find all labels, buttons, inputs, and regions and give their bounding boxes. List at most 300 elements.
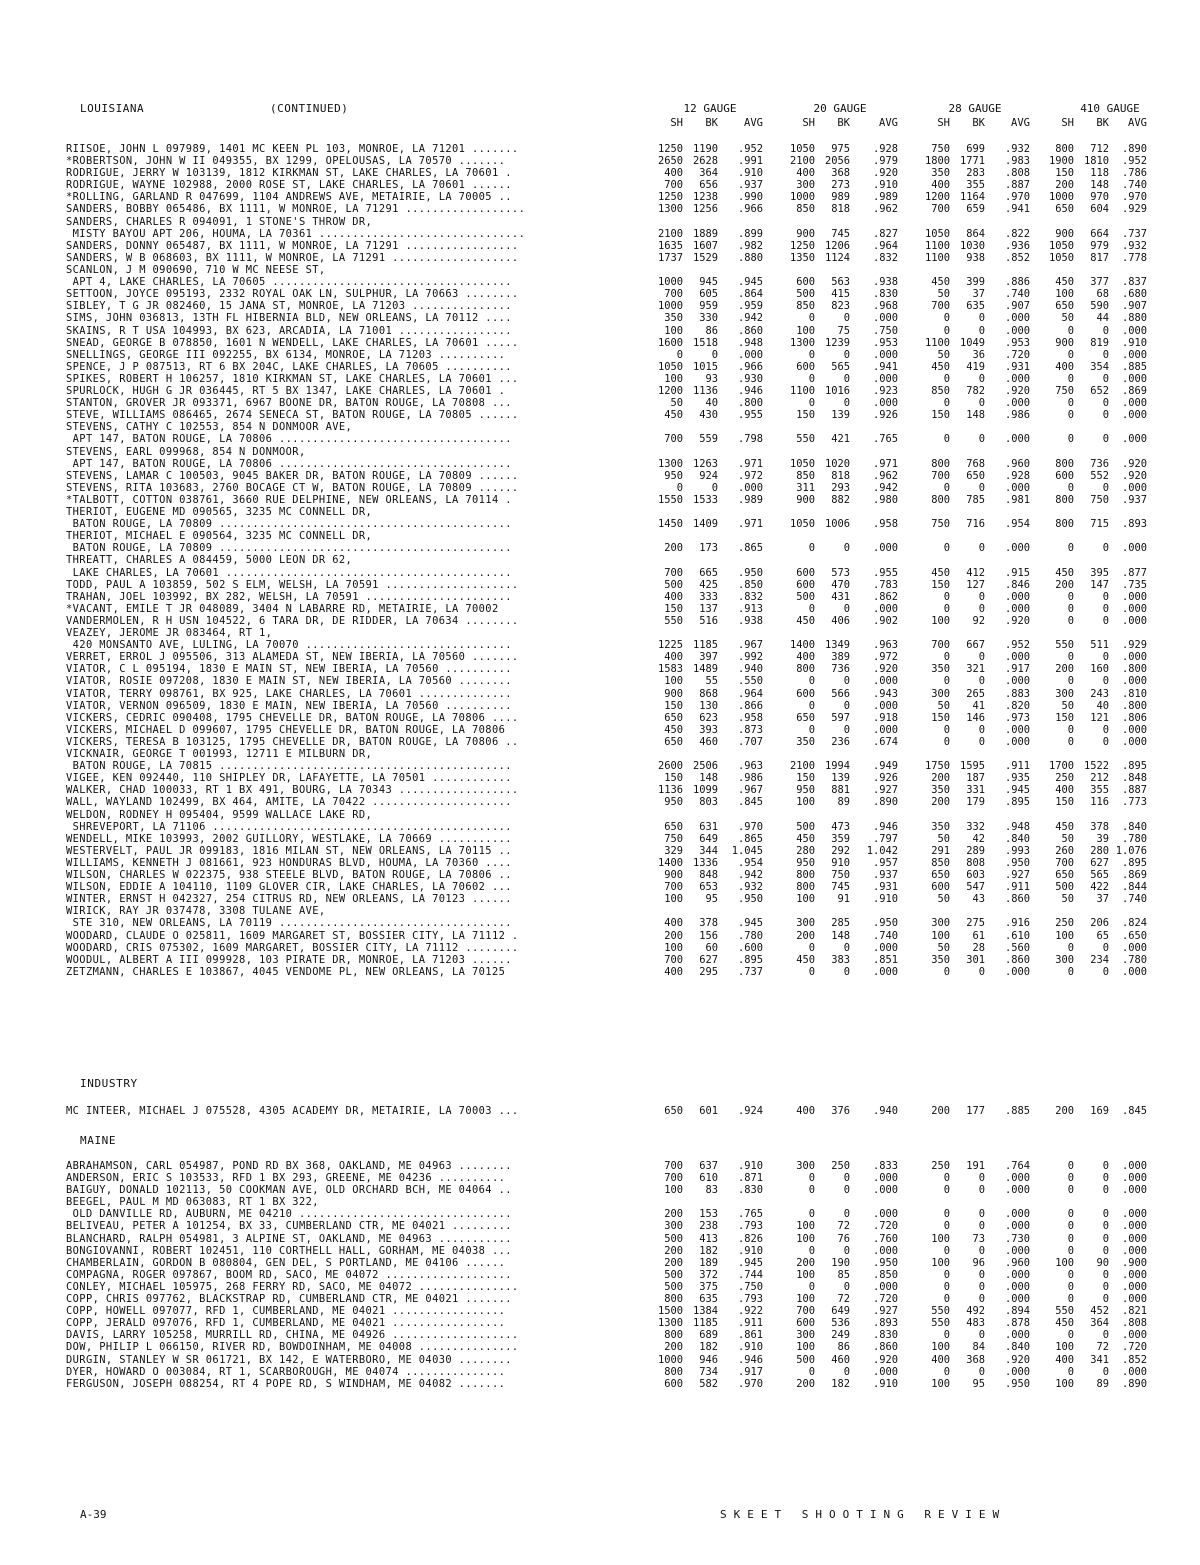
score-cell: 0 bbox=[808, 397, 815, 409]
score-cell: .000 bbox=[1004, 433, 1030, 445]
score-cell: .560 bbox=[1004, 942, 1030, 954]
score-cell: 0 bbox=[943, 603, 950, 615]
table-row bbox=[0, 421, 1200, 433]
score-cell: .800 bbox=[737, 397, 763, 409]
score-cell: .973 bbox=[1004, 712, 1030, 724]
score-cell: 452 bbox=[1090, 1305, 1109, 1317]
score-cell: 650 bbox=[1055, 300, 1074, 312]
table-row bbox=[0, 373, 1200, 385]
score-cell: 1750 bbox=[924, 760, 950, 772]
table-row bbox=[0, 1105, 1200, 1117]
score-cell: .916 bbox=[1004, 917, 1030, 929]
score-cell: 400 bbox=[931, 179, 950, 191]
score-cell: 0 bbox=[978, 482, 985, 494]
score-cell: .737 bbox=[1121, 228, 1147, 240]
shooter-entry: STANTON, GROVER JR 093371, 6967 BOONE DR, BATON ROUGE, LA 70808 ... bbox=[66, 397, 512, 409]
score-cell: 422 bbox=[1090, 881, 1109, 893]
score-cell: 200 bbox=[931, 796, 950, 808]
score-cell: 0 bbox=[1067, 1160, 1074, 1172]
score-cell: 73 bbox=[972, 1233, 985, 1245]
score-cell: 0 bbox=[808, 700, 815, 712]
table-row bbox=[0, 446, 1200, 458]
score-cell: 0 bbox=[943, 542, 950, 554]
score-cell: 91 bbox=[837, 893, 850, 905]
score-cell: .000 bbox=[1004, 373, 1030, 385]
score-cell: .942 bbox=[737, 312, 763, 324]
score-cell: 0 bbox=[1102, 373, 1109, 385]
score-cell: .929 bbox=[1121, 203, 1147, 215]
shooter-entry: SPURLOCK, HUGH G JR 036445, RT 5 BX 1347, LAKE CHARLES, LA 70601 . bbox=[66, 385, 506, 397]
table-row bbox=[0, 228, 1200, 240]
score-cell: 1737 bbox=[657, 252, 683, 264]
shooter-entry: WOODARD, CLAUDE O 025811, 1609 MARGARET ST, BOSSIER CITY, LA 71112 . bbox=[66, 930, 519, 942]
table-row bbox=[0, 893, 1200, 905]
score-cell: 150 bbox=[664, 772, 683, 784]
score-cell: 0 bbox=[1102, 1233, 1109, 1245]
score-cell: 0 bbox=[978, 675, 985, 687]
score-cell: 511 bbox=[1090, 639, 1109, 651]
score-cell: .000 bbox=[872, 373, 898, 385]
shooter-entry: WESTERVELT, PAUL JR 099183, 1816 MILAN ST, NEW ORLEANS, LA 70115 .. bbox=[66, 845, 512, 857]
score-cell: 1136 bbox=[657, 784, 683, 796]
score-cell: .735 bbox=[1121, 579, 1147, 591]
score-cell: 2506 bbox=[692, 760, 718, 772]
score-cell: 249 bbox=[831, 1329, 850, 1341]
score-cell: 85 bbox=[837, 1269, 850, 1281]
score-cell: 650 bbox=[664, 712, 683, 724]
score-cell: 582 bbox=[699, 1378, 718, 1390]
score-cell: .890 bbox=[1121, 1378, 1147, 1390]
score-cell: .000 bbox=[872, 724, 898, 736]
score-cell: .000 bbox=[1121, 482, 1147, 494]
shooter-entry: SIBLEY, T G JR 082460, 15 JANA ST, MONROE, LA 71203 ............... bbox=[66, 300, 512, 312]
table-row bbox=[0, 954, 1200, 966]
score-cell: 200 bbox=[664, 1245, 683, 1257]
score-cell: .740 bbox=[1121, 893, 1147, 905]
table-row bbox=[0, 240, 1200, 252]
score-cell: .893 bbox=[1121, 518, 1147, 530]
score-cell: 500 bbox=[1055, 881, 1074, 893]
table-row bbox=[0, 869, 1200, 881]
shooter-entry: SHREVEPORT, LA 71106 ............................................. bbox=[66, 821, 512, 833]
score-cell: 1256 bbox=[692, 203, 718, 215]
score-cell: 1350 bbox=[789, 252, 815, 264]
score-cell: 0 bbox=[1102, 482, 1109, 494]
score-cell: 656 bbox=[699, 179, 718, 191]
score-cell: 100 bbox=[796, 796, 815, 808]
score-cell: 415 bbox=[831, 288, 850, 300]
score-cell: .946 bbox=[737, 385, 763, 397]
score-cell: 150 bbox=[931, 579, 950, 591]
score-cell: 550 bbox=[931, 1305, 950, 1317]
score-cell: 50 bbox=[937, 833, 950, 845]
score-cell: 182 bbox=[699, 1245, 718, 1257]
score-cell: .990 bbox=[737, 191, 763, 203]
score-cell: .806 bbox=[1121, 712, 1147, 724]
score-cell: 0 bbox=[1102, 433, 1109, 445]
score-cell: 0 bbox=[943, 1329, 950, 1341]
shooter-entry: BONGIOVANNI, ROBERT 102451, 110 CORTHELL HALL, GORHAM, ME 04038 ... bbox=[66, 1245, 512, 1257]
shooter-entry: CHAMBERLAIN, GORDON B 080804, GEN DEL, S PORTLAND, ME 04106 ...... bbox=[66, 1257, 506, 1269]
score-cell: 450 bbox=[664, 409, 683, 421]
score-cell: 150 bbox=[664, 603, 683, 615]
score-cell: 700 bbox=[931, 470, 950, 482]
shooter-entry: VIATOR, ROSIE 097208, 1830 E MAIN ST, NEW IBERIA, LA 70560 ........ bbox=[66, 675, 512, 687]
score-cell: .793 bbox=[737, 1293, 763, 1305]
score-cell: 187 bbox=[966, 772, 985, 784]
score-cell: 0 bbox=[843, 1184, 850, 1196]
score-cell: 250 bbox=[831, 1160, 850, 1172]
score-cell: 1000 bbox=[1048, 191, 1074, 203]
score-cell: 1300 bbox=[657, 458, 683, 470]
score-cell: 0 bbox=[1102, 651, 1109, 663]
score-cell: 653 bbox=[699, 881, 718, 893]
score-cell: 50 bbox=[1061, 700, 1074, 712]
score-cell: .000 bbox=[1004, 325, 1030, 337]
shooter-entry: 420 MONSANTO AVE, LULING, LA 70070 ............................... bbox=[66, 639, 512, 651]
score-cell: 100 bbox=[664, 675, 683, 687]
score-cell: 400 bbox=[664, 966, 683, 978]
score-cell: 2100 bbox=[657, 228, 683, 240]
score-cell: .950 bbox=[872, 917, 898, 929]
score-cell: .000 bbox=[1121, 615, 1147, 627]
score-cell: 1300 bbox=[657, 203, 683, 215]
shooter-entry: VICKERS, TERESA B 103125, 1795 CHEVELLE DR, BATON ROUGE, LA 70806 .. bbox=[66, 736, 519, 748]
score-cell: 610 bbox=[699, 1172, 718, 1184]
score-cell: 550 bbox=[931, 1317, 950, 1329]
score-cell: 0 bbox=[1102, 1208, 1109, 1220]
score-cell: 243 bbox=[1090, 688, 1109, 700]
score-cell: 782 bbox=[966, 385, 985, 397]
shooter-entry: *ROBERTSON, JOHN W II 049355, BX 1299, OPELOUSAS, LA 70570 ....... bbox=[66, 155, 506, 167]
score-cell: 1185 bbox=[692, 1317, 718, 1329]
score-cell: 0 bbox=[943, 1208, 950, 1220]
score-cell: 400 bbox=[796, 167, 815, 179]
score-cell: 89 bbox=[837, 796, 850, 808]
score-cell: 563 bbox=[831, 276, 850, 288]
score-cell: 148 bbox=[831, 930, 850, 942]
score-cell: .000 bbox=[1121, 1366, 1147, 1378]
table-row bbox=[0, 615, 1200, 627]
column-header: BK bbox=[1096, 117, 1109, 129]
score-cell: .600 bbox=[737, 942, 763, 954]
score-cell: .865 bbox=[737, 542, 763, 554]
shooter-entry: *ROLLING, GARLAND R 047699, 1104 ANDREWS AVE, METAIRIE, LA 70005 .. bbox=[66, 191, 512, 203]
score-cell: .911 bbox=[1004, 881, 1030, 893]
shooter-entry: SPIKES, ROBERT H 106257, 1810 KIRKMAN ST, LAKE CHARLES, LA 70601 ... bbox=[66, 373, 519, 385]
score-cell: 182 bbox=[831, 1378, 850, 1390]
shooter-entry: STEVENS, RITA 103683, 2760 BOCAGE CT W, BATON ROUGE, LA 70809 ...... bbox=[66, 482, 519, 494]
score-cell: 500 bbox=[796, 288, 815, 300]
score-cell: 0 bbox=[843, 1245, 850, 1257]
score-cell: 0 bbox=[1067, 542, 1074, 554]
score-cell: 516 bbox=[699, 615, 718, 627]
table-row bbox=[0, 809, 1200, 821]
score-cell: .000 bbox=[872, 942, 898, 954]
score-cell: 819 bbox=[1090, 337, 1109, 349]
score-cell: 200 bbox=[796, 930, 815, 942]
score-cell: .920 bbox=[1004, 615, 1030, 627]
score-cell: .821 bbox=[1121, 1305, 1147, 1317]
score-cell: .950 bbox=[872, 1257, 898, 1269]
score-cell: 431 bbox=[831, 591, 850, 603]
score-cell: 0 bbox=[943, 724, 950, 736]
score-cell: 0 bbox=[1102, 397, 1109, 409]
score-cell: 0 bbox=[943, 1269, 950, 1281]
score-cell: 350 bbox=[931, 821, 950, 833]
shooter-entry: DURGIN, STANLEY W SR 061721, BX 142, E WATERBORO, ME 04030 ........ bbox=[66, 1354, 512, 1366]
shooter-entry: ABRAHAMSON, CARL 054987, POND RD BX 368, OAKLAND, ME 04963 ........ bbox=[66, 1160, 512, 1172]
table-row bbox=[0, 179, 1200, 191]
score-cell: .000 bbox=[1121, 1184, 1147, 1196]
score-cell: 0 bbox=[843, 542, 850, 554]
score-cell: 600 bbox=[796, 688, 815, 700]
score-cell: .955 bbox=[737, 409, 763, 421]
score-cell: 200 bbox=[1055, 179, 1074, 191]
score-cell: 0 bbox=[943, 1172, 950, 1184]
shooter-entry: THERIOT, EUGENE MD 090565, 3235 MC CONNELL DR, bbox=[66, 506, 373, 518]
score-cell: 1400 bbox=[657, 857, 683, 869]
score-cell: .894 bbox=[1004, 1305, 1030, 1317]
score-cell: 945 bbox=[699, 276, 718, 288]
score-cell: 0 bbox=[1067, 1281, 1074, 1293]
shooter-entry: THERIOT, MICHAEL E 090564, 3235 MC CONNELL DR, bbox=[66, 530, 373, 542]
score-cell: .000 bbox=[872, 966, 898, 978]
score-cell: .000 bbox=[1004, 724, 1030, 736]
shooter-entry: BATON ROUGE, LA 70815 ............................................ bbox=[66, 760, 512, 772]
score-cell: .750 bbox=[737, 1281, 763, 1293]
score-cell: 100 bbox=[1055, 1378, 1074, 1390]
score-cell: 0 bbox=[1067, 373, 1074, 385]
score-cell: 372 bbox=[699, 1269, 718, 1281]
score-cell: .949 bbox=[872, 760, 898, 772]
score-cell: .982 bbox=[737, 240, 763, 252]
score-cell: 376 bbox=[831, 1105, 850, 1117]
score-cell: .883 bbox=[1004, 688, 1030, 700]
score-cell: 1020 bbox=[824, 458, 850, 470]
score-cell: .840 bbox=[1121, 821, 1147, 833]
score-cell: 173 bbox=[699, 542, 718, 554]
score-cell: 848 bbox=[699, 869, 718, 881]
score-cell: .911 bbox=[1004, 760, 1030, 772]
shooter-entry: WOODUL, ALBERT A III 099928, 103 PIRATE DR, MONROE, LA 71203 ...... bbox=[66, 954, 512, 966]
score-cell: 200 bbox=[1055, 579, 1074, 591]
score-cell: 1000 bbox=[657, 300, 683, 312]
table-row bbox=[0, 1196, 1200, 1208]
score-cell: .890 bbox=[872, 796, 898, 808]
score-cell: 1136 bbox=[692, 385, 718, 397]
score-cell: .740 bbox=[872, 930, 898, 942]
score-cell: 285 bbox=[831, 917, 850, 929]
score-cell: 169 bbox=[1090, 1105, 1109, 1117]
score-cell: 450 bbox=[796, 954, 815, 966]
score-cell: 300 bbox=[1055, 954, 1074, 966]
score-cell: 0 bbox=[1067, 615, 1074, 627]
score-cell: 400 bbox=[664, 591, 683, 603]
score-cell: 1300 bbox=[657, 1317, 683, 1329]
score-cell: 0 bbox=[943, 397, 950, 409]
shooter-entry: COMPAGNA, ROGER 097867, BOOM RD, SACO, ME 04072 ................... bbox=[66, 1269, 512, 1281]
shooter-entry: WELDON, RODNEY H 095404, 9599 WALLACE LAKE RD, bbox=[66, 809, 373, 821]
score-cell: .000 bbox=[1121, 1269, 1147, 1281]
score-cell: .910 bbox=[737, 1245, 763, 1257]
score-cell: .800 bbox=[1121, 700, 1147, 712]
score-cell: .910 bbox=[737, 167, 763, 179]
score-cell: .873 bbox=[737, 724, 763, 736]
score-cell: 1124 bbox=[824, 252, 850, 264]
score-cell: .000 bbox=[737, 349, 763, 361]
score-cell: 1049 bbox=[959, 337, 985, 349]
score-cell: .910 bbox=[872, 893, 898, 905]
score-cell: 597 bbox=[831, 712, 850, 724]
score-cell: 450 bbox=[1055, 821, 1074, 833]
score-cell: 750 bbox=[931, 143, 950, 155]
score-cell: 93 bbox=[705, 373, 718, 385]
score-cell: 355 bbox=[966, 179, 985, 191]
score-cell: .938 bbox=[737, 615, 763, 627]
score-cell: .744 bbox=[737, 1269, 763, 1281]
score-cell: 100 bbox=[931, 1257, 950, 1269]
score-cell: 150 bbox=[796, 772, 815, 784]
table-row bbox=[0, 1329, 1200, 1341]
score-cell: 800 bbox=[664, 1293, 683, 1305]
shooter-entry: WIRICK, RAY JR 037478, 3308 TULANE AVE, bbox=[66, 905, 326, 917]
score-cell: .920 bbox=[872, 1354, 898, 1366]
shooter-entry: BAIGUY, DONALD 102113, 50 COOKMAN AVE, OLD ORCHARD BCH, ME 04064 .. bbox=[66, 1184, 512, 1196]
score-cell: .852 bbox=[1121, 1354, 1147, 1366]
score-cell: 500 bbox=[796, 1354, 815, 1366]
score-cell: .941 bbox=[872, 361, 898, 373]
score-cell: 301 bbox=[966, 954, 985, 966]
score-cell: 1050 bbox=[1048, 240, 1074, 252]
table-row bbox=[0, 458, 1200, 470]
score-cell: .000 bbox=[1121, 1160, 1147, 1172]
score-cell: 1635 bbox=[657, 240, 683, 252]
score-cell: 800 bbox=[796, 663, 815, 675]
score-cell: 700 bbox=[664, 1172, 683, 1184]
score-cell: 817 bbox=[1090, 252, 1109, 264]
score-cell: 75 bbox=[837, 325, 850, 337]
table-row bbox=[0, 494, 1200, 506]
score-cell: 0 bbox=[1102, 1293, 1109, 1305]
score-cell: 1.042 bbox=[866, 845, 898, 857]
score-cell: .950 bbox=[1004, 857, 1030, 869]
score-cell: .927 bbox=[1004, 869, 1030, 881]
score-cell: 0 bbox=[843, 1281, 850, 1293]
score-cell: 377 bbox=[1090, 276, 1109, 288]
score-cell: .992 bbox=[737, 651, 763, 663]
score-cell: 1250 bbox=[789, 240, 815, 252]
shooter-entry: VIATOR, TERRY 098761, BX 925, LAKE CHARLES, LA 70601 .............. bbox=[66, 688, 512, 700]
score-cell: 0 bbox=[943, 1281, 950, 1293]
score-cell: .952 bbox=[737, 143, 763, 155]
score-cell: .950 bbox=[1004, 1378, 1030, 1390]
score-cell: 1100 bbox=[924, 252, 950, 264]
score-cell: .910 bbox=[1121, 337, 1147, 349]
score-cell: .808 bbox=[1004, 167, 1030, 179]
score-cell: 50 bbox=[670, 397, 683, 409]
score-cell: 500 bbox=[796, 821, 815, 833]
score-cell: 283 bbox=[966, 167, 985, 179]
score-cell: 1050 bbox=[789, 518, 815, 530]
score-cell: .967 bbox=[737, 784, 763, 796]
score-cell: .918 bbox=[872, 712, 898, 724]
score-cell: 1409 bbox=[692, 518, 718, 530]
score-cell: .928 bbox=[1004, 470, 1030, 482]
table-row bbox=[0, 1208, 1200, 1220]
score-cell: .920 bbox=[1004, 385, 1030, 397]
score-cell: .986 bbox=[737, 772, 763, 784]
score-cell: 2628 bbox=[692, 155, 718, 167]
score-cell: 1600 bbox=[657, 337, 683, 349]
score-cell: .720 bbox=[872, 1220, 898, 1232]
score-cell: .866 bbox=[737, 700, 763, 712]
shooter-entry: RODRIGUE, JERRY W 103139, 1812 KIRKMAN ST, LAKE CHARLES, LA 70601 . bbox=[66, 167, 512, 179]
score-cell: 321 bbox=[966, 663, 985, 675]
score-cell: .966 bbox=[737, 203, 763, 215]
score-cell: .000 bbox=[1004, 675, 1030, 687]
shooter-entry: SANDERS, DONNY 065487, BX 1111, W MONROE, LA 71291 ................. bbox=[66, 240, 519, 252]
shooter-entry: ZETZMANN, CHARLES E 103867, 4045 VENDOME PL, NEW ORLEANS, LA 70125 bbox=[66, 966, 506, 978]
score-cell: .971 bbox=[737, 458, 763, 470]
score-cell: 368 bbox=[831, 167, 850, 179]
shooter-entry: VIATOR, VERNON 096509, 1830 E MAIN, NEW IBERIA, LA 70560 .......... bbox=[66, 700, 512, 712]
score-cell: 0 bbox=[1102, 1220, 1109, 1232]
score-cell: 650 bbox=[966, 470, 985, 482]
score-cell: 1384 bbox=[692, 1305, 718, 1317]
score-cell: 785 bbox=[966, 494, 985, 506]
score-cell: 0 bbox=[1067, 325, 1074, 337]
score-cell: 350 bbox=[664, 312, 683, 324]
score-cell: 0 bbox=[978, 1184, 985, 1196]
score-cell: 450 bbox=[796, 833, 815, 845]
score-cell: 1225 bbox=[657, 639, 683, 651]
score-cell: 1522 bbox=[1083, 760, 1109, 772]
table-row bbox=[0, 1233, 1200, 1245]
score-cell: 37 bbox=[1096, 893, 1109, 905]
score-cell: .941 bbox=[1004, 203, 1030, 215]
score-cell: 667 bbox=[966, 639, 985, 651]
score-cell: 400 bbox=[1055, 361, 1074, 373]
score-cell: 650 bbox=[664, 821, 683, 833]
score-cell: .550 bbox=[737, 675, 763, 687]
score-cell: .936 bbox=[1004, 240, 1030, 252]
score-cell: .764 bbox=[1004, 1160, 1030, 1172]
score-cell: .887 bbox=[1121, 784, 1147, 796]
score-cell: .846 bbox=[1004, 579, 1030, 591]
score-cell: .962 bbox=[872, 470, 898, 482]
score-cell: 0 bbox=[676, 482, 683, 494]
table-row bbox=[0, 1245, 1200, 1257]
score-cell: 734 bbox=[699, 1366, 718, 1378]
score-cell: 331 bbox=[966, 784, 985, 796]
score-cell: 0 bbox=[808, 1245, 815, 1257]
table-row bbox=[0, 143, 1200, 155]
score-cell: 100 bbox=[796, 1293, 815, 1305]
score-cell: 0 bbox=[808, 1281, 815, 1293]
score-cell: .000 bbox=[872, 312, 898, 324]
score-cell: 100 bbox=[1055, 930, 1074, 942]
score-cell: .000 bbox=[1004, 1269, 1030, 1281]
score-cell: .981 bbox=[1004, 494, 1030, 506]
score-cell: 28 bbox=[972, 942, 985, 954]
score-cell: .871 bbox=[737, 1172, 763, 1184]
score-cell: 600 bbox=[796, 276, 815, 288]
score-cell: 0 bbox=[978, 1366, 985, 1378]
shooter-entry: WINTER, ERNST H 042327, 254 CITRUS RD, NEW ORLEANS, LA 70123 ...... bbox=[66, 893, 512, 905]
score-cell: 700 bbox=[664, 433, 683, 445]
score-cell: .000 bbox=[1004, 651, 1030, 663]
